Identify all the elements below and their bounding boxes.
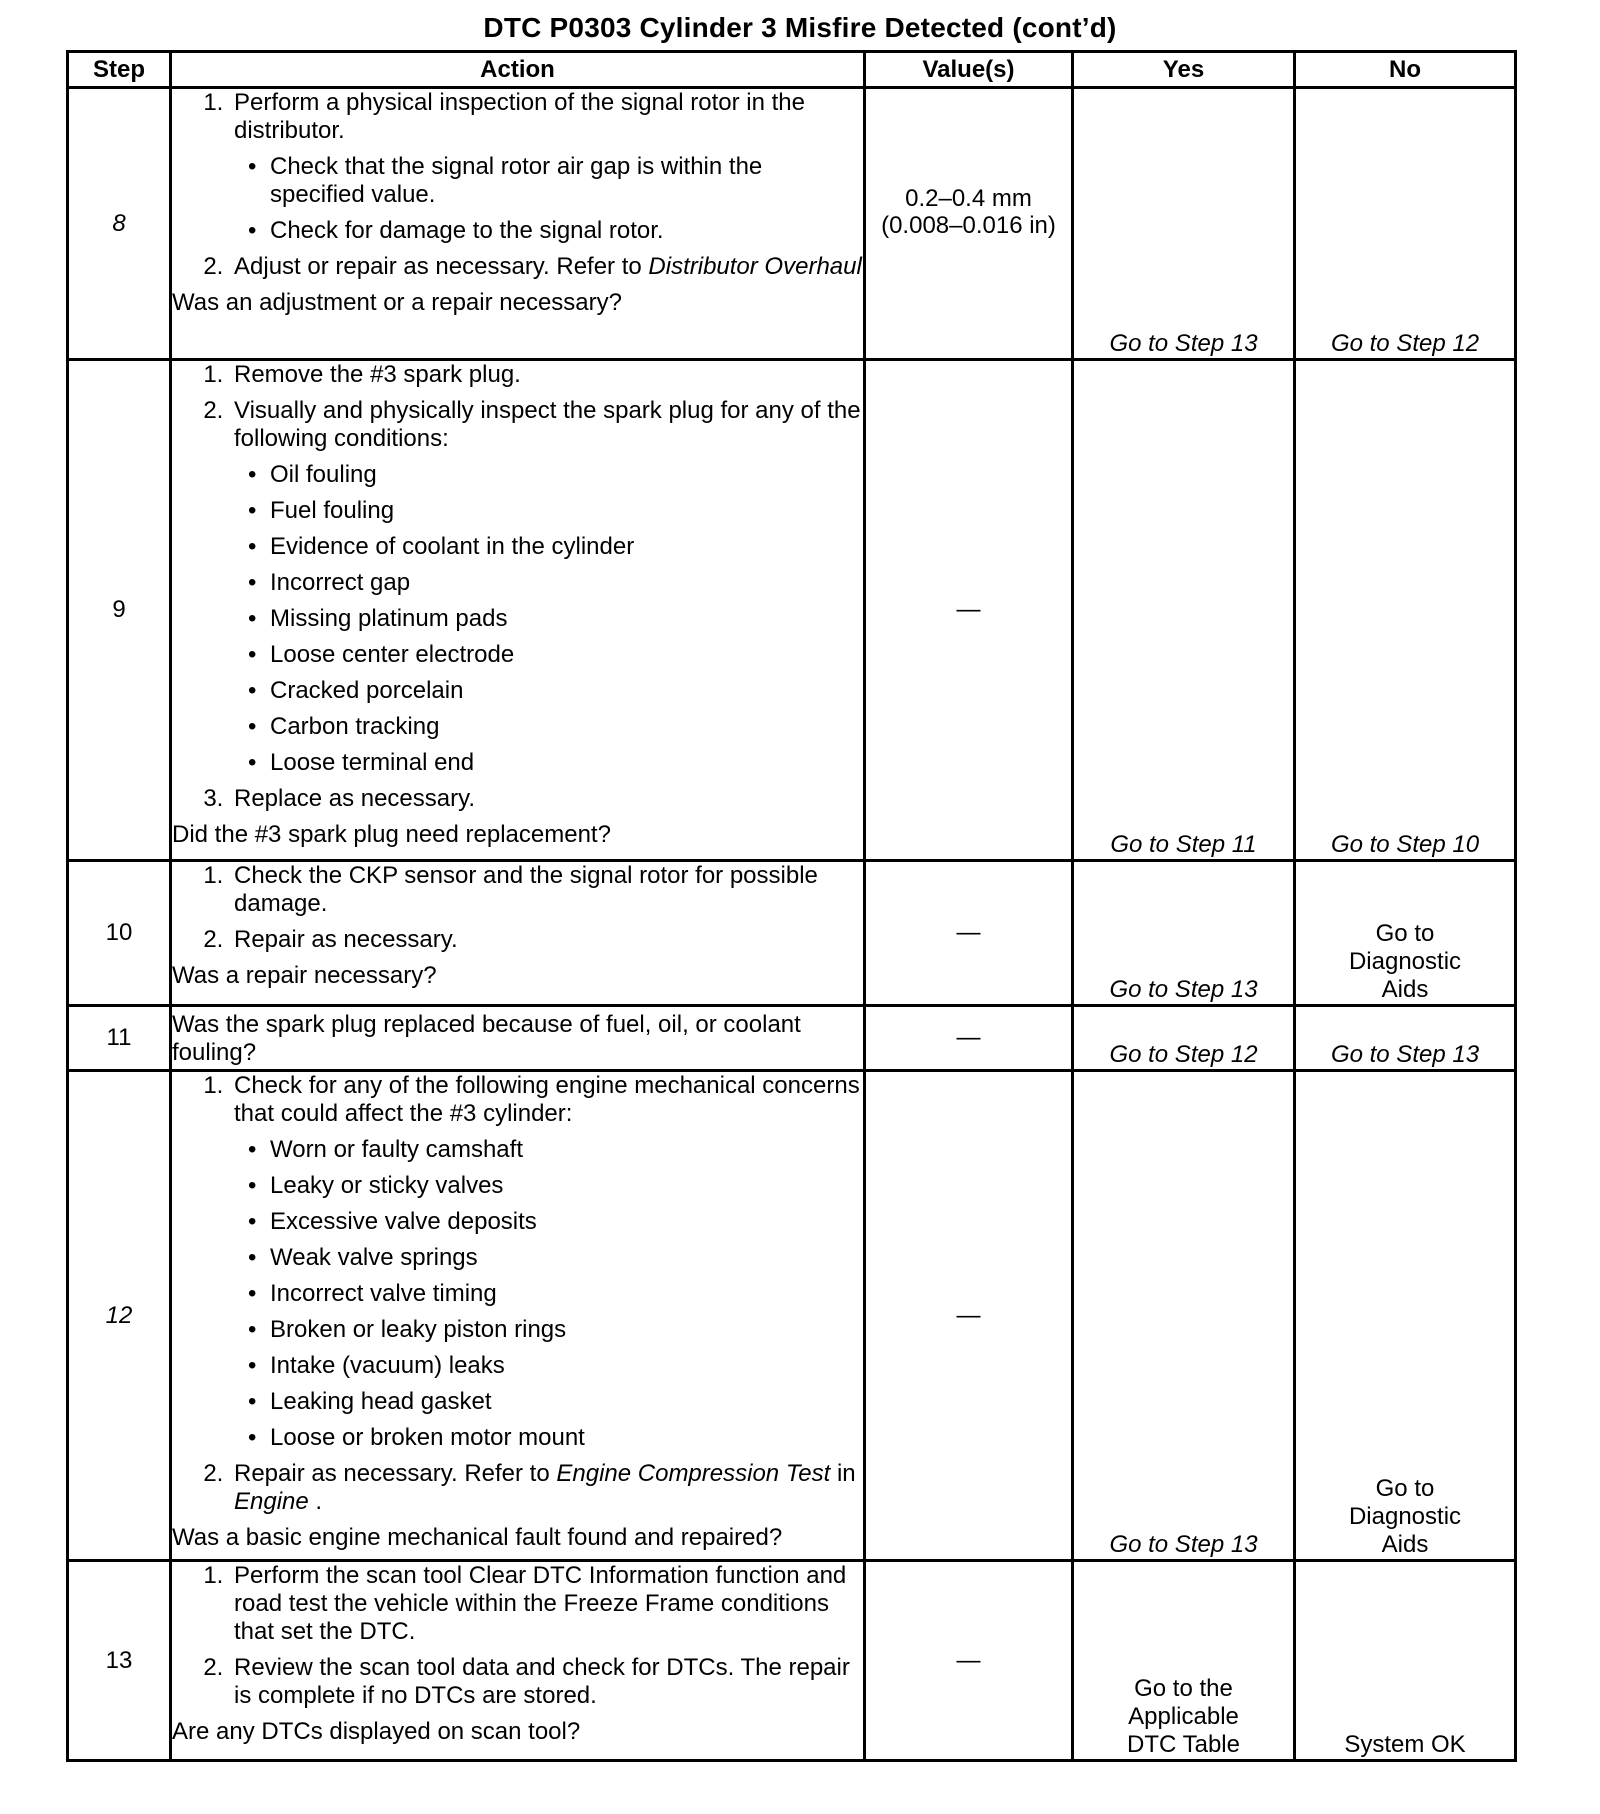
question-text: Are any DTCs displayed on scan tool? xyxy=(172,1718,581,1745)
action-item: 1. Perform the scan tool Clear DTC Information function and road test the vehicle within the Freeze Frame conditions that set the DTC. xyxy=(230,1562,863,1646)
action-cell xyxy=(171,1561,865,1761)
table-row xyxy=(68,1071,1516,1561)
action-cell xyxy=(171,861,865,1006)
action-item xyxy=(230,1460,863,1516)
step-number: 13 xyxy=(68,1561,171,1761)
reference-link-text: Distributor Overhaul xyxy=(648,253,862,280)
action-item: 1. Check the CKP sensor and the signal rotor for possible damage. xyxy=(230,862,863,918)
action-text: Visually and physically inspect the spark plug for any of the following conditions: xyxy=(234,397,861,452)
bullet-item: • Excessive valve deposits xyxy=(270,1208,863,1236)
question-text: Was a repair necessary? xyxy=(172,962,437,989)
bullet-item: • Leaking head gasket xyxy=(270,1388,863,1416)
bullet-item: • Leaky or sticky valves xyxy=(270,1172,863,1200)
action-item: 2. Repair as necessary. xyxy=(230,926,863,954)
action-text: Perform a physical inspection of the signal rotor in the distributor. xyxy=(234,89,805,144)
action-item: 1. Remove the #3 spark plug. xyxy=(230,361,863,389)
yes-cell: Go to Step 13 xyxy=(1073,1071,1295,1561)
action-item xyxy=(230,397,863,777)
step-number: 10 xyxy=(68,861,171,1006)
bullet-item: • Incorrect gap xyxy=(270,569,863,597)
value-cell: — xyxy=(865,861,1073,1006)
value-cell: — xyxy=(865,1006,1073,1071)
bullet-item: • Cracked porcelain xyxy=(270,677,863,705)
bullet-item: • Missing platinum pads xyxy=(270,605,863,633)
no-cell: Go to Step 10 xyxy=(1295,360,1516,861)
question-text: Was a basic engine mechanical fault found and repaired? xyxy=(172,1524,783,1551)
yes-cell: Go to Step 12 xyxy=(1073,1006,1295,1071)
question-text: Was the spark plug replaced because of fuel, oil, or coolant fouling? xyxy=(172,1011,801,1066)
no-cell: Go to Diagnostic Aids xyxy=(1295,1071,1516,1561)
reference-link-text: Engine xyxy=(234,1488,309,1515)
bullet-item: • Worn or faulty camshaft xyxy=(270,1136,863,1164)
bullet-item: • Check for damage to the signal rotor. xyxy=(270,217,863,245)
bullet-item: • Fuel fouling xyxy=(270,497,863,525)
table-row xyxy=(68,1561,1516,1761)
step-number: 12 xyxy=(68,1071,171,1561)
bullet-item: • Loose or broken motor mount xyxy=(270,1424,863,1452)
step-number: 8 xyxy=(68,88,171,360)
value-cell: 0.2–0.4 mm (0.008–0.016 in) xyxy=(865,88,1073,360)
action-cell xyxy=(171,1006,865,1071)
bullet-item: • Check that the signal rotor air gap is within the specified value. xyxy=(270,153,863,209)
table-row xyxy=(68,360,1516,861)
question-text: Did the #3 spark plug need replacement? xyxy=(172,821,611,848)
action-text: . xyxy=(308,1488,323,1515)
bullet-item: • Broken or leaky piston rings xyxy=(270,1316,863,1344)
bullet-item: • Loose terminal end xyxy=(270,749,863,777)
bullet-item: • Weak valve springs xyxy=(270,1244,863,1272)
action-item: 2. Review the scan tool data and check for DTCs. The repair is complete if no DTCs are stored. xyxy=(230,1654,863,1710)
action-item: 3. Replace as necessary. xyxy=(230,785,863,813)
bullet-item: • Carbon tracking xyxy=(270,713,863,741)
table-row xyxy=(68,1006,1516,1071)
header-no: No xyxy=(1295,52,1516,88)
no-cell: Go to Step 13 xyxy=(1295,1006,1516,1071)
value-cell: — xyxy=(865,1561,1073,1761)
bullet-item: • Oil fouling xyxy=(270,461,863,489)
table-row xyxy=(68,861,1516,1006)
bullet-item: • Intake (vacuum) leaks xyxy=(270,1352,863,1380)
action-cell xyxy=(171,360,865,861)
page-title: DTC P0303 Cylinder 3 Misfire Detected (cont’d) xyxy=(483,12,1117,43)
action-text: Adjust or repair as necessary. Refer to xyxy=(234,253,649,280)
table-row xyxy=(68,88,1516,360)
header-step: Step xyxy=(68,52,171,88)
action-text: Repair as necessary. Refer to xyxy=(234,1460,557,1487)
diagnostic-table xyxy=(66,50,1517,1762)
yes-cell: Go to Step 11 xyxy=(1073,360,1295,861)
step-number: 11 xyxy=(68,1006,171,1071)
action-text: in xyxy=(830,1460,856,1487)
step-number: 9 xyxy=(68,360,171,861)
bullet-item: • Incorrect valve timing xyxy=(270,1280,863,1308)
bullet-item: • Evidence of coolant in the cylinder xyxy=(270,533,863,561)
action-item xyxy=(230,253,863,281)
header-row xyxy=(68,52,1516,88)
action-item xyxy=(230,89,863,245)
no-cell: Go to Diagnostic Aids xyxy=(1295,861,1516,1006)
no-cell: Go to Step 12 xyxy=(1295,88,1516,360)
yes-cell: Go to the Applicable DTC Table xyxy=(1073,1561,1295,1761)
yes-cell: Go to Step 13 xyxy=(1073,861,1295,1006)
value-cell: — xyxy=(865,360,1073,861)
action-text: Check for any of the following engine mechanical concerns that could affect the #3 cylinder: xyxy=(234,1072,860,1127)
action-item xyxy=(230,1072,863,1452)
header-yes: Yes xyxy=(1073,52,1295,88)
reference-link-text: Engine Compression Test xyxy=(556,1460,831,1487)
header-action: Action xyxy=(171,52,865,88)
no-cell: System OK xyxy=(1295,1561,1516,1761)
header-value: Value(s) xyxy=(865,52,1073,88)
yes-cell: Go to Step 13 xyxy=(1073,88,1295,360)
action-cell xyxy=(171,88,865,360)
action-cell xyxy=(171,1071,865,1561)
bullet-item: • Loose center electrode xyxy=(270,641,863,669)
question-text: Was an adjustment or a repair necessary? xyxy=(172,289,622,316)
value-cell: — xyxy=(865,1071,1073,1561)
